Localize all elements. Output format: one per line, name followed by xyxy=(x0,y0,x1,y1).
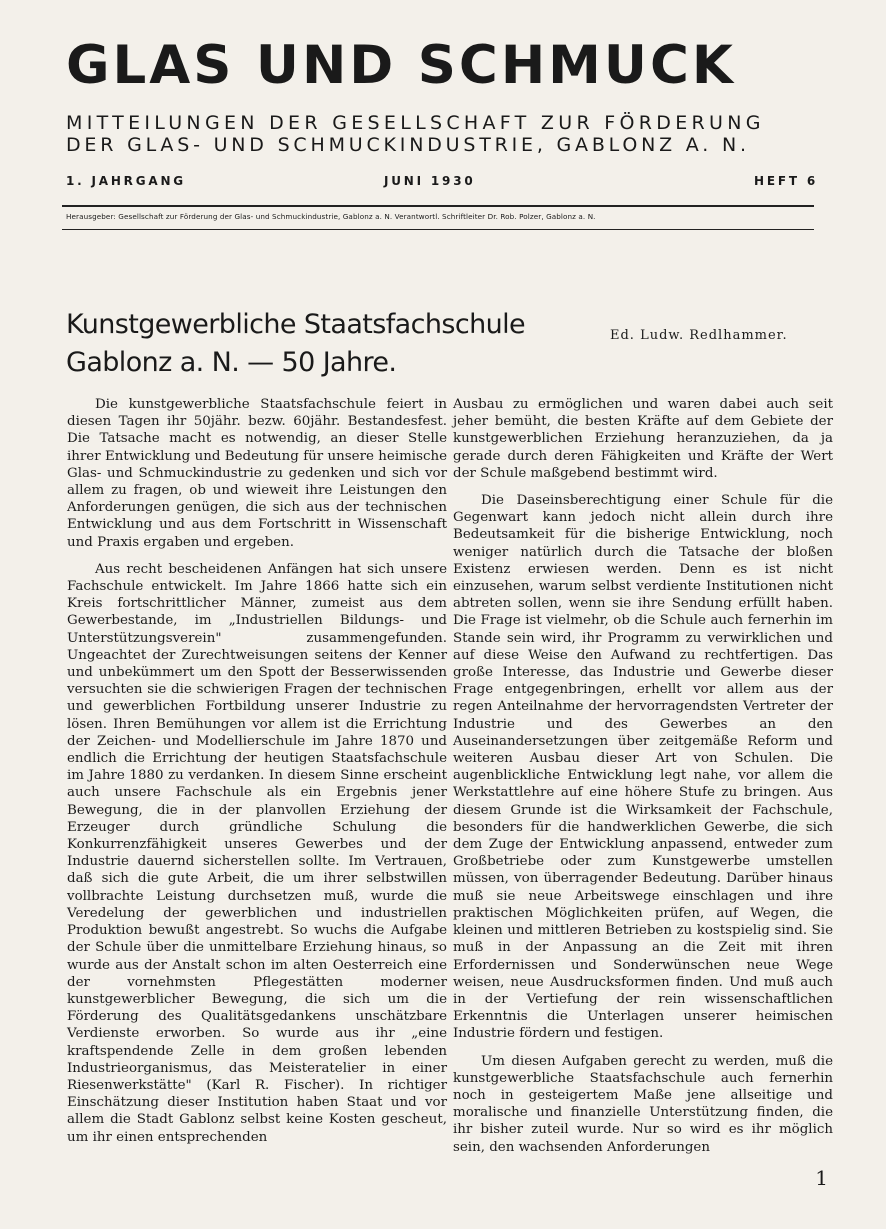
publisher-line: Herausgeber: Gesellschaft zur Förderung der Glas- und Schmuckindustrie, Gablonz a. N. Verantwortl. Schriftleiter Dr. Rob. Polzer, Gablonz a. N. xyxy=(66,212,596,221)
left-paragraph-1: Die kunstgewerbliche Staatsfachschule feiert in diesen Tagen ihr 50jähr. bezw. 60jähr. Bestandesfest. Die Tatsache macht es notwendig, an dieser Stelle ihrer Entwicklung und Bedeutung für unsere heimische Glas- und Schmuckindustrie zu gedenken und sich vor allem zu fragen, ob und wieweit ihre Leistungen den Anforderungen genügen, die sich aus der technischen Entwicklung und aus dem Fortschritt in Wissenschaft und Praxis ergaben und ergeben. xyxy=(67,397,447,550)
right-paragraph-1: Die Daseinsberechtigung einer Schule für die Gegenwart kann jedoch nicht allein durch ihre Bedeutsamkeit für die bisherige Entwicklung, noch weniger natürlich durch die Tatsache der bloßen Existenz erwiesen werden. Denn es ist nicht einzusehen, warum selbst verdiente Institutionen nicht abtreten sollen, wenn sie ihre Sendung erfüllt haben. Die Frage ist vielmehr, ob die Schule auch fernerhin im Stande sein wird, ihr Programm zu verwirklichen und auf diese Weise den Aufwand zu rechtfertigen. Das große Interesse, das Industrie und Gewerbe dieser Frage entgegenbringen, erhellt vor allem aus der regen Anteilnahme der hervorragendsten Vertreter der Industrie und des Gewerbes an den Auseinandersetzungen über zeitgemäße Reform und weiteren Ausbau dieser Art von Schulen. Die augenblickliche Entwicklung legt nahe, vor allem die Werkstattlehre auf eine höhere Stufe zu bringen. Aus diesem Grunde ist die Wirksamkeit der Fachschule, besonders für die handwerklichen Gewerbe, die sich dem Zuge der Entwicklung anpassend, entweder zum Großbetriebe oder zum Kunstgewerbe umstellen müssen, von überragender Bedeutung. Darüber hinaus muß sie neue Arbeitswege einschlagen und ihre praktischen Möglichkeiten prüfen, auf Wegen, die kleinen und mittleren Betrieben zu kostspielig sind. Sie muß in der Anpassung an die Zeit mit ihren Erfordernissen und Sonderwünschen neue Wege weisen, neue Ausdrucksformen finden. Und muß auch in der Vertiefung der rein wissenschaftlichen Erkenntnis die Unterlagen unserer heimischen Industrie fördern und festigen. xyxy=(453,493,833,1042)
issue-date: JUNI 1930 xyxy=(384,174,476,188)
article-title xyxy=(66,306,586,382)
left-column xyxy=(67,396,447,1156)
masthead-title: GLAS UND SCHMUCK xyxy=(66,35,736,96)
left-paragraph-2: Aus recht bescheidenen Anfängen hat sich unsere Fachschule entwickelt. Im Jahre 1866 hatte sich ein Kreis fortschrittlicher Männer, zumeist aus dem Gewerbestande, im „Industriellen Bildungs- und Unterstützungsverein" zusammengefunden. Ungeachtet der Zurechtweisungen seitens der Kenner und unbekümmert um den Spott der Besserwissenden versuchten sie die schwierigen Fragen der technischen und gewerblichen Fortbildung unserer Industrie zu lösen. Ihren Bemühungen vor allem ist die Errichtung der Zeichen- und Modellierschule im Jahre 1870 und endlich die Errichtung der heutigen Staatsfachschule im Jahre 1880 zu verdanken. In diesem Sinne erscheint auch unsere Fachschule als ein Ergebnis jener Bewegung, die in der planvollen Erziehung der Erzeuger durch gründliche Schulung die Konkurrenzfähigkeit unseres Gewerbes und der Industrie dauernd sicherstellen sollte. Im Vertrauen, daß sich die gute Arbeit, die um ihrer selbstwillen vollbrachte Leistung durchsetzen muß, wurde die Veredelung der gewerblichen und industriellen Produktion bewußt angestrebt. So wuchs die Aufgabe der Schule über die unmittelbare Erziehung hinaus, so wurde aus der Anstalt schon im alten Oesterreich eine der vornehmsten Pflegestätten moderner kunstgewerblicher Bewegung, die sich um die Förderung des Qualitätsgedankens unschätzbare Verdienste erworben. So wurde aus ihr „eine kraftspendende Zelle in dem großen lebenden Industrieorganismus, das Meisteratelier in einer Riesenwerkstätte" (Karl R. Fischer). In richtiger Einschätzung dieser Institution haben Staat und vor allem die Stadt Gablonz selbst keine Kosten gescheut, um ihr einen entsprechenden xyxy=(67,561,447,1145)
article-title-line2: Gablonz a. N. — 50 Jahre. xyxy=(66,347,397,378)
masthead-subtitle-line2: DER GLAS- UND SCHMUCKINDUSTRIE, GABLONZ A. N. xyxy=(66,134,750,156)
article-title-line1: Kunstgewerbliche Staatsfachschule xyxy=(66,309,526,340)
top-divider xyxy=(62,205,814,207)
masthead-subtitle-line1: MITTEILUNGEN DER GESELLSCHAFT ZUR FÖRDERUNG xyxy=(66,112,765,134)
right-continuation: Ausbau zu ermöglichen und waren dabei auch seit jeher bemüht, die besten Kräfte auf dem Gebiete der kunstgewerblichen Erziehung heranzuziehen, da ja gerade durch deren Fähigkeiten und Kräfte der Wert der Schule maßgebend bestimmt wird. xyxy=(453,397,833,481)
issue-year: 1. JAHRGANG xyxy=(66,174,186,188)
right-column xyxy=(453,396,833,1166)
issue-number: HEFT 6 xyxy=(754,174,818,188)
article-author: Ed. Ludw. Redlhammer. xyxy=(610,328,788,343)
page-number: 1 xyxy=(815,1166,828,1190)
bottom-divider xyxy=(62,229,814,230)
right-paragraph-2: Um diesen Aufgaben gerecht zu werden, muß die kunstgewerbliche Staatsfachschule auch fernerhin noch in gesteigertem Maße jene allseitige und moralische und finanzielle Unterstützung finden, die ihr bisher zuteil wurde. Nur so wird es ihr möglich sein, den wachsenden Anforderungen xyxy=(453,1053,833,1155)
